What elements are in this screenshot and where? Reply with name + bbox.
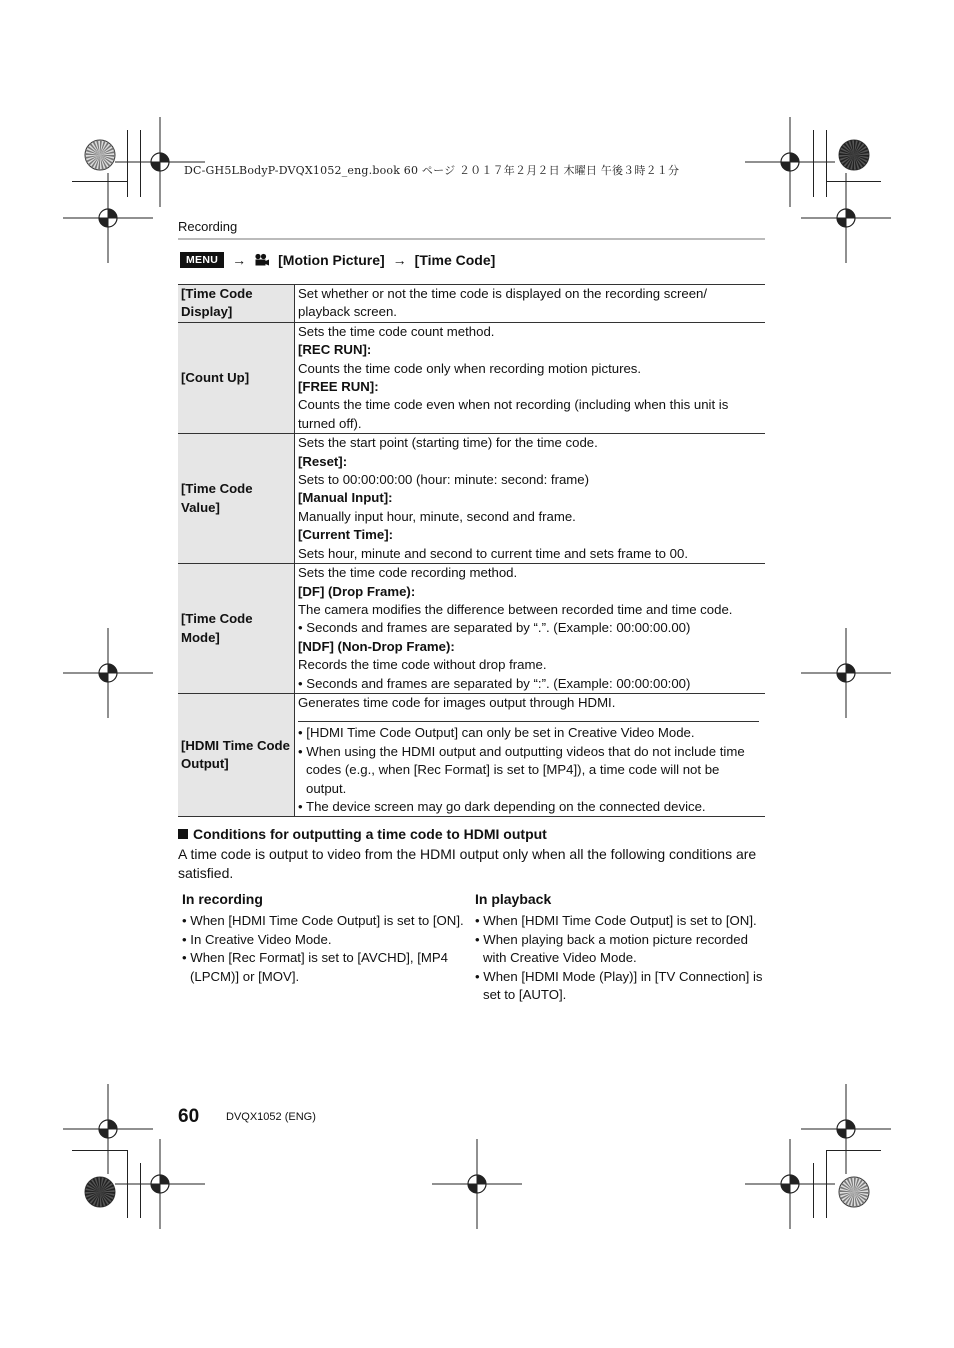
option-name: [Time Code Display] — [178, 285, 295, 323]
time-code-options-table — [178, 284, 765, 817]
option-description — [295, 693, 766, 816]
menu-arrow-1: → — [232, 252, 247, 268]
crop-mark — [72, 181, 127, 182]
option-value-label: [REC RUN]: — [298, 342, 372, 358]
conditions-heading — [178, 826, 547, 842]
recording-conditions — [182, 890, 472, 986]
description-text: Sets to 00:00:00:00 (hour: minute: second: frame) — [298, 472, 590, 488]
list-item: • In Creative Video Mode. — [182, 931, 332, 947]
document-code: DVQX1052 (ENG) — [226, 1111, 316, 1123]
menu-item-motion-picture: [Motion Picture] — [278, 252, 385, 268]
registration-mark-icon — [801, 173, 891, 263]
crop-mark — [813, 130, 814, 197]
description-text: Counts the time code only when recording motion pictures. — [298, 360, 642, 376]
color-wheel-icon — [838, 1176, 870, 1208]
option-description — [295, 285, 766, 323]
crop-mark — [826, 130, 827, 197]
option-value-label: [Manual Input]: — [298, 490, 393, 506]
list-item: • When [Rec Format] is set to [AVCHD], [MP4 (LPCM)] or [MOV]. — [182, 950, 448, 984]
table-row — [178, 322, 765, 433]
option-value-label: [FREE RUN]: — [298, 379, 379, 395]
description-text: Sets the start point (starting time) for the time code. — [298, 435, 598, 451]
menu-badge: MENU — [180, 252, 224, 268]
description-text: Sets the time code count method. — [298, 323, 495, 339]
registration-mark-icon — [801, 628, 891, 718]
page-number: 60 — [178, 1106, 200, 1127]
table-row — [178, 693, 765, 816]
color-wheel-icon — [84, 1176, 116, 1208]
menu-path — [180, 252, 495, 268]
note-item: • Seconds and frames are separated by “.”. (Example: 00:00:00.00) — [298, 620, 691, 636]
registration-mark-icon — [115, 1139, 205, 1229]
color-wheel-icon — [838, 139, 870, 171]
description-text: Sets the time code recording method. — [298, 565, 518, 581]
motion-picture-icon — [254, 253, 270, 267]
registration-mark-icon — [63, 628, 153, 718]
crop-mark — [826, 181, 881, 182]
option-description — [295, 434, 766, 564]
note-item: • Seconds and frames are separated by “:”. (Example: 00:00:00:00) — [298, 675, 691, 691]
recording-conditions-title: In recording — [182, 891, 263, 907]
note-item: • When using the HDMI output and outputting videos that do not include time codes (e.g., when [Rec Format] is set to [MP4]), a time code will not be output. — [298, 743, 745, 796]
list-item: • When [HDMI Mode (Play)] in [TV Connection] is set to [AUTO]. — [475, 968, 763, 1003]
note-item: • The device screen may go dark depending on the connected device. — [298, 798, 706, 814]
crop-mark — [813, 1163, 814, 1218]
square-bullet-icon — [178, 829, 188, 839]
menu-arrow-2: → — [392, 252, 407, 268]
section-label: Recording — [178, 219, 238, 234]
list-item: • When playing back a motion picture recorded with Creative Video Mode. — [475, 931, 748, 966]
crop-mark — [140, 130, 141, 197]
table-row — [178, 285, 765, 323]
list-item: • When [HDMI Time Code Output] is set to [ON]. — [475, 913, 757, 929]
option-value-label: [DF] (Drop Frame): — [298, 583, 416, 599]
playback-conditions-title: In playback — [475, 891, 552, 907]
description-text: Manually input hour, minute, second and frame. — [298, 508, 576, 524]
note-item: • [HDMI Time Code Output] can only be set in Creative Video Mode. — [298, 725, 695, 741]
option-value-label: [Reset]: — [298, 453, 348, 469]
book-meta-line: DC-GH5LBodyP-DVQX1052_eng.book 60 ページ ２０１７年２月２日 木曜日 午後３時２１分 — [184, 164, 680, 177]
list-item: • When [HDMI Time Code Output] is set to [ON]. — [182, 913, 464, 929]
registration-mark-icon — [745, 1139, 835, 1229]
playback-conditions — [475, 890, 765, 1004]
table-row — [178, 564, 765, 694]
description-text: Set whether or not the time code is displayed on the recording screen/ playback screen. — [298, 286, 708, 320]
conditions-heading-text: Conditions for outputting a time code to HDMI output — [193, 826, 547, 842]
option-name: [Count Up] — [178, 322, 295, 433]
crop-mark — [127, 1150, 128, 1218]
description-text: Sets hour, minute and second to current time and sets frame to 00. — [298, 545, 688, 561]
inner-divider — [298, 721, 759, 722]
description-text: The camera modifies the difference between recorded time and time code. — [298, 601, 733, 617]
section-divider — [178, 238, 765, 240]
option-value-label: [NDF] (Non-Drop Frame): — [298, 638, 455, 654]
menu-item-time-code: [Time Code] — [414, 252, 496, 268]
option-description — [295, 322, 766, 433]
registration-mark-icon — [432, 1139, 522, 1229]
crop-mark — [72, 1150, 127, 1151]
crop-mark — [826, 1150, 881, 1151]
option-description — [295, 564, 766, 694]
description-text: Records the time code without drop frame. — [298, 657, 547, 673]
crop-mark — [826, 1150, 827, 1218]
description-text: Generates time code for images output through HDMI. — [298, 694, 616, 710]
crop-mark — [140, 1163, 141, 1218]
color-wheel-icon — [84, 139, 116, 171]
option-name: [Time Code Value] — [178, 434, 295, 564]
option-name: [Time Code Mode] — [178, 564, 295, 694]
table-row — [178, 434, 765, 564]
description-text: Counts the time code even when not recording (including when this unit is turned off). — [298, 397, 729, 431]
option-name: [HDMI Time Code Output] — [178, 693, 295, 816]
conditions-intro: A time code is output to video from the HDMI output only when all the following conditions are satisfied. — [178, 846, 757, 881]
crop-mark — [127, 130, 128, 197]
option-value-label: [Current Time]: — [298, 527, 394, 543]
